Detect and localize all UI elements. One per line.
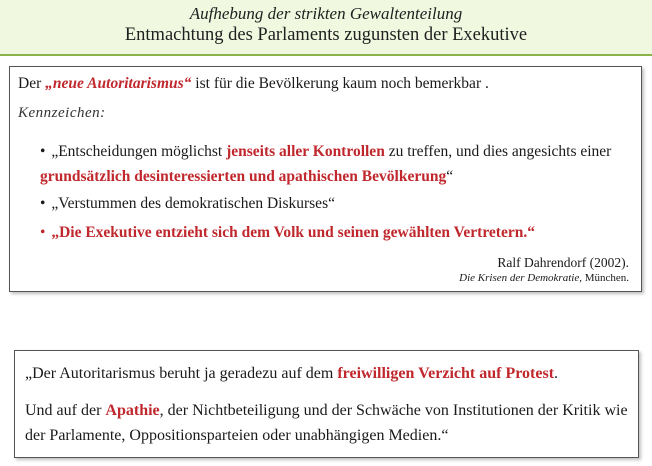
bullet-icon: •	[40, 143, 46, 160]
slide-header	[0, 0, 652, 56]
intro-line	[18, 75, 489, 93]
intro-highlight: „neue Autoritarismus“	[45, 75, 192, 92]
kennzeichen-label: Kennzeichen:	[18, 105, 106, 121]
bullet-1-highlight1: jenseits aller Kontrollen	[226, 143, 385, 160]
quote-paragraph-2	[25, 398, 630, 448]
bullet-1	[40, 139, 630, 189]
bullet-3-text: „Die Exekutive entzieht sich dem Volk und seinen gewählten Vertretern.“	[51, 224, 535, 241]
bullet-2	[40, 195, 335, 213]
quote-2-pre: Und auf der	[25, 402, 106, 419]
intro-post: ist für die Bevölkerung kaum noch bemerkbar .	[191, 75, 489, 92]
bullet-2-text: „Verstummen des demokratischen Diskurses“	[51, 195, 335, 212]
quote-2-highlight: Apathie	[105, 402, 160, 419]
citation-book: Die Krisen der Demokratie	[459, 272, 580, 284]
citation-place: , München.	[579, 272, 629, 284]
bullet-1-part1: „Entscheidungen möglichst	[51, 143, 227, 160]
autoritarismus-box	[9, 66, 642, 292]
slide-title: Entmachtung des Parlaments zugunsten der Exekutive	[124, 25, 528, 45]
bullet-1-part3: “	[446, 168, 454, 185]
quote-2-post: , der Nichtbeteiligung und der Schwäche von Institutionen der Kritik wie der Parlamente, Oppositionsparteien oder unabhängigen Medien.“	[25, 402, 628, 444]
quote-box	[14, 350, 639, 458]
citation-author: Ralf Dahrendorf (2002).	[497, 255, 629, 270]
quote-1-post: .	[554, 365, 559, 382]
citation-source	[459, 272, 629, 284]
intro-pre: Der	[18, 75, 46, 92]
quote-line-1	[25, 365, 558, 383]
bullet-1-highlight2: grundsätzlich desinteressierten und apathischen Bevölkerung	[40, 168, 447, 185]
quote-1-pre: „Der Autoritarismus beruht ja geradezu auf dem	[25, 365, 338, 382]
slide-subtitle: Aufhebung der strikten Gewaltenteilung	[189, 4, 463, 23]
bullet-1-part2: zu treffen, und dies angesichts einer	[384, 143, 612, 160]
bullet-icon: •	[40, 224, 46, 241]
quote-1-highlight: freiwilligen Verzicht auf Protest	[337, 365, 555, 382]
bullet-3	[40, 224, 535, 242]
bullet-icon: •	[40, 195, 46, 212]
